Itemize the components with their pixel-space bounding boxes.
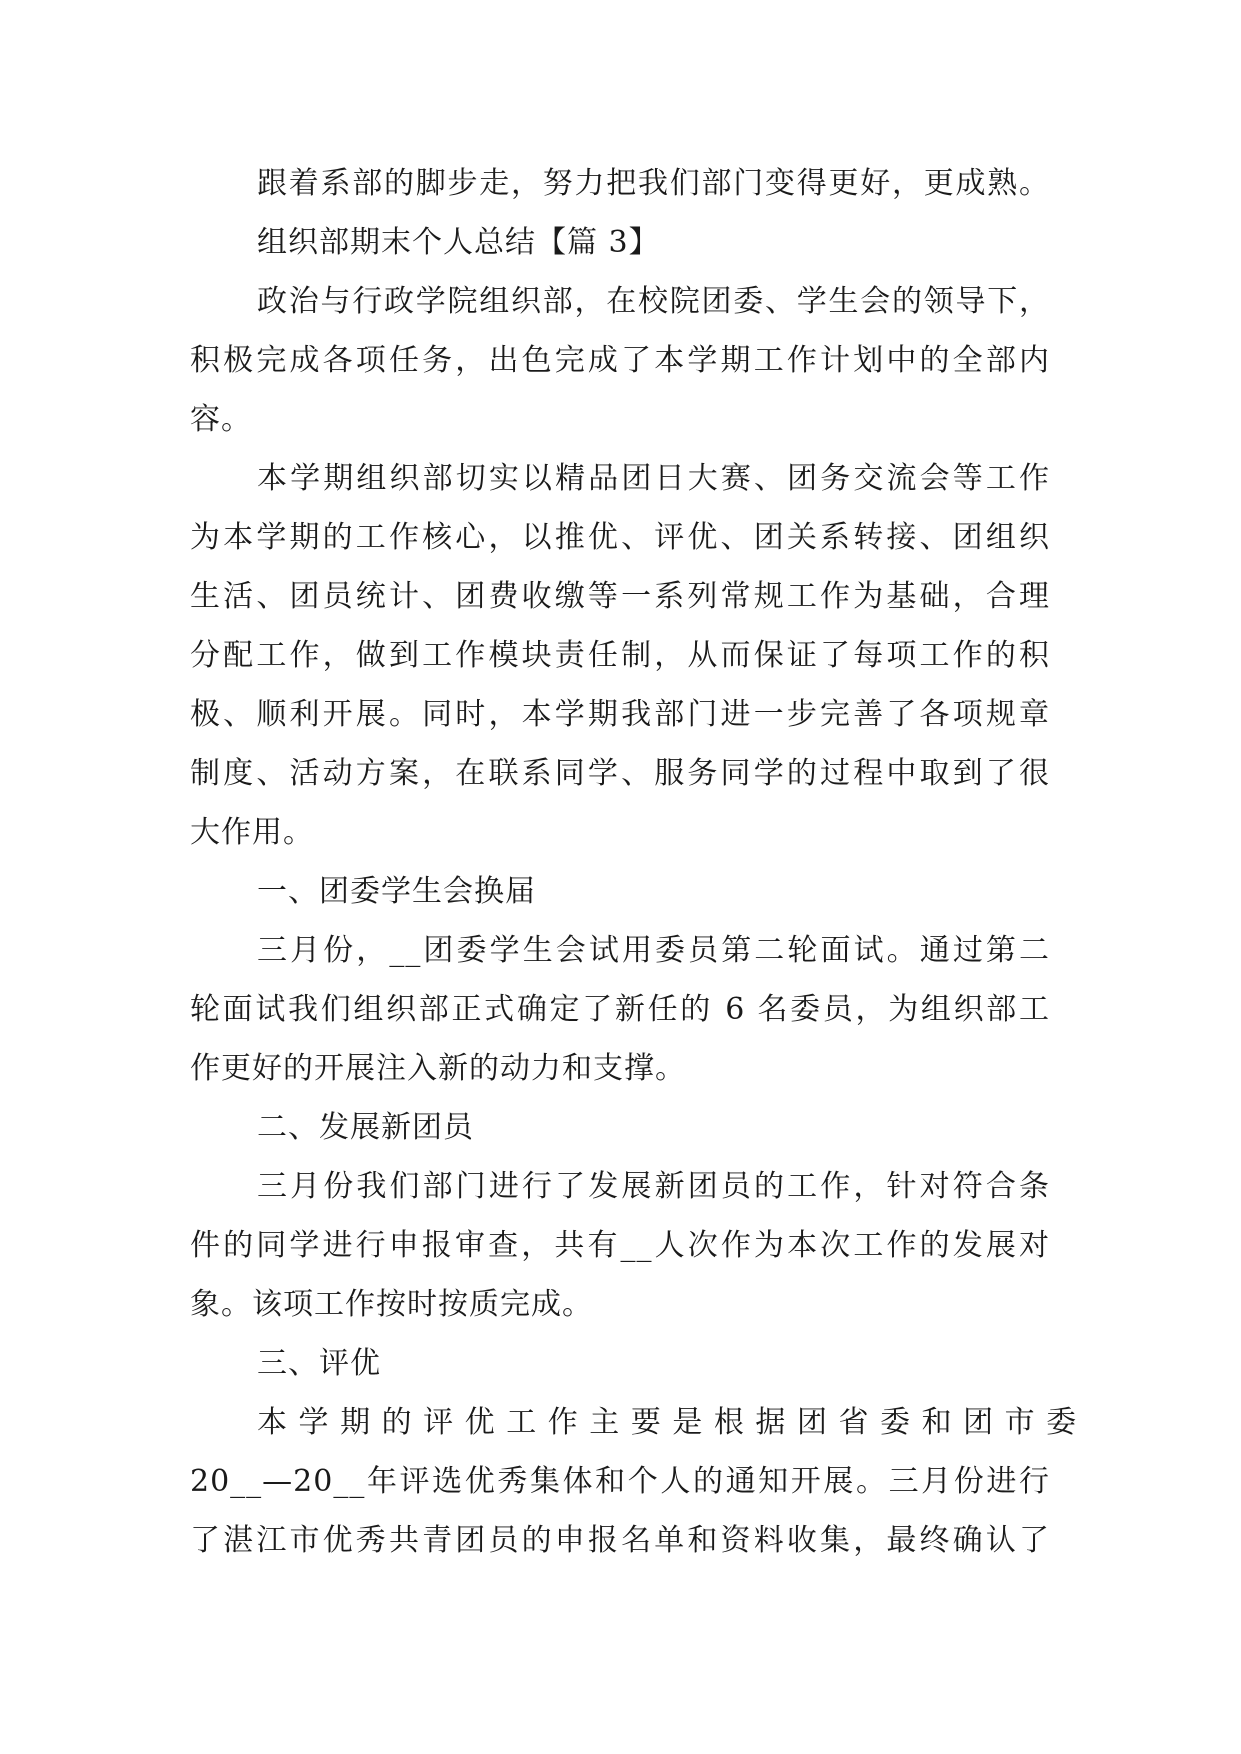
paragraph-line: 生活、团员统计、团费收缴等一系列常规工作为基础，合理 bbox=[190, 579, 1050, 614]
paragraph-line: 分配工作，做到工作模块责任制，从而保证了每项工作的积 bbox=[190, 638, 1050, 673]
paragraph-line: 本 学 期 的 评 优 工 作 主 要 是 根 据 团 省 委 和 团 市 委 bbox=[257, 1405, 1078, 1440]
paragraph-line: 20__—20__年评选优秀集体和个人的通知开展。三月份进行 bbox=[190, 1464, 1050, 1499]
subsection-heading: 一、团委学生会换届 bbox=[257, 874, 536, 909]
paragraph-line: 三月份，__团委学生会试用委员第二轮面试。通过第二 bbox=[257, 933, 1050, 968]
paragraph-line: 三月份我们部门进行了发展新团员的工作，针对符合条 bbox=[257, 1169, 1050, 1204]
paragraph-line: 跟着系部的脚步走，努力把我们部门变得更好，更成熟。 bbox=[257, 166, 1050, 201]
paragraph-line: 轮面试我们组织部正式确定了新任的 6 名委员，为组织部工 bbox=[190, 992, 1050, 1027]
paragraph-line: 大作用。 bbox=[190, 815, 314, 850]
paragraph-line: 为本学期的工作核心，以推优、评优、团关系转接、团组织 bbox=[190, 520, 1050, 555]
paragraph-line: 制度、活动方案，在联系同学、服务同学的过程中取到了很 bbox=[190, 756, 1050, 791]
paragraph-line: 积极完成各项任务，出色完成了本学期工作计划中的全部内 bbox=[190, 343, 1050, 378]
paragraph-line: 本学期组织部切实以精品团日大赛、团务交流会等工作 bbox=[257, 461, 1050, 496]
subsection-heading: 三、评优 bbox=[257, 1346, 381, 1381]
paragraph-line: 极、顺利开展。同时，本学期我部门进一步完善了各项规章 bbox=[190, 697, 1050, 732]
paragraph-line: 件的同学进行申报审查，共有__人次作为本次工作的发展对 bbox=[190, 1228, 1050, 1263]
paragraph-line: 象。该项工作按时按质完成。 bbox=[190, 1287, 593, 1322]
section-heading: 组织部期末个人总结【篇 3】 bbox=[257, 225, 660, 260]
paragraph-line: 政治与行政学院组织部，在校院团委、学生会的领导下， bbox=[257, 284, 1050, 319]
subsection-heading: 二、发展新团员 bbox=[257, 1110, 474, 1145]
paragraph-line: 作更好的开展注入新的动力和支撑。 bbox=[190, 1051, 686, 1086]
paragraph-line: 了湛江市优秀共青团员的申报名单和资料收集，最终确认了 bbox=[190, 1523, 1050, 1558]
paragraph-line: 容。 bbox=[190, 402, 252, 437]
